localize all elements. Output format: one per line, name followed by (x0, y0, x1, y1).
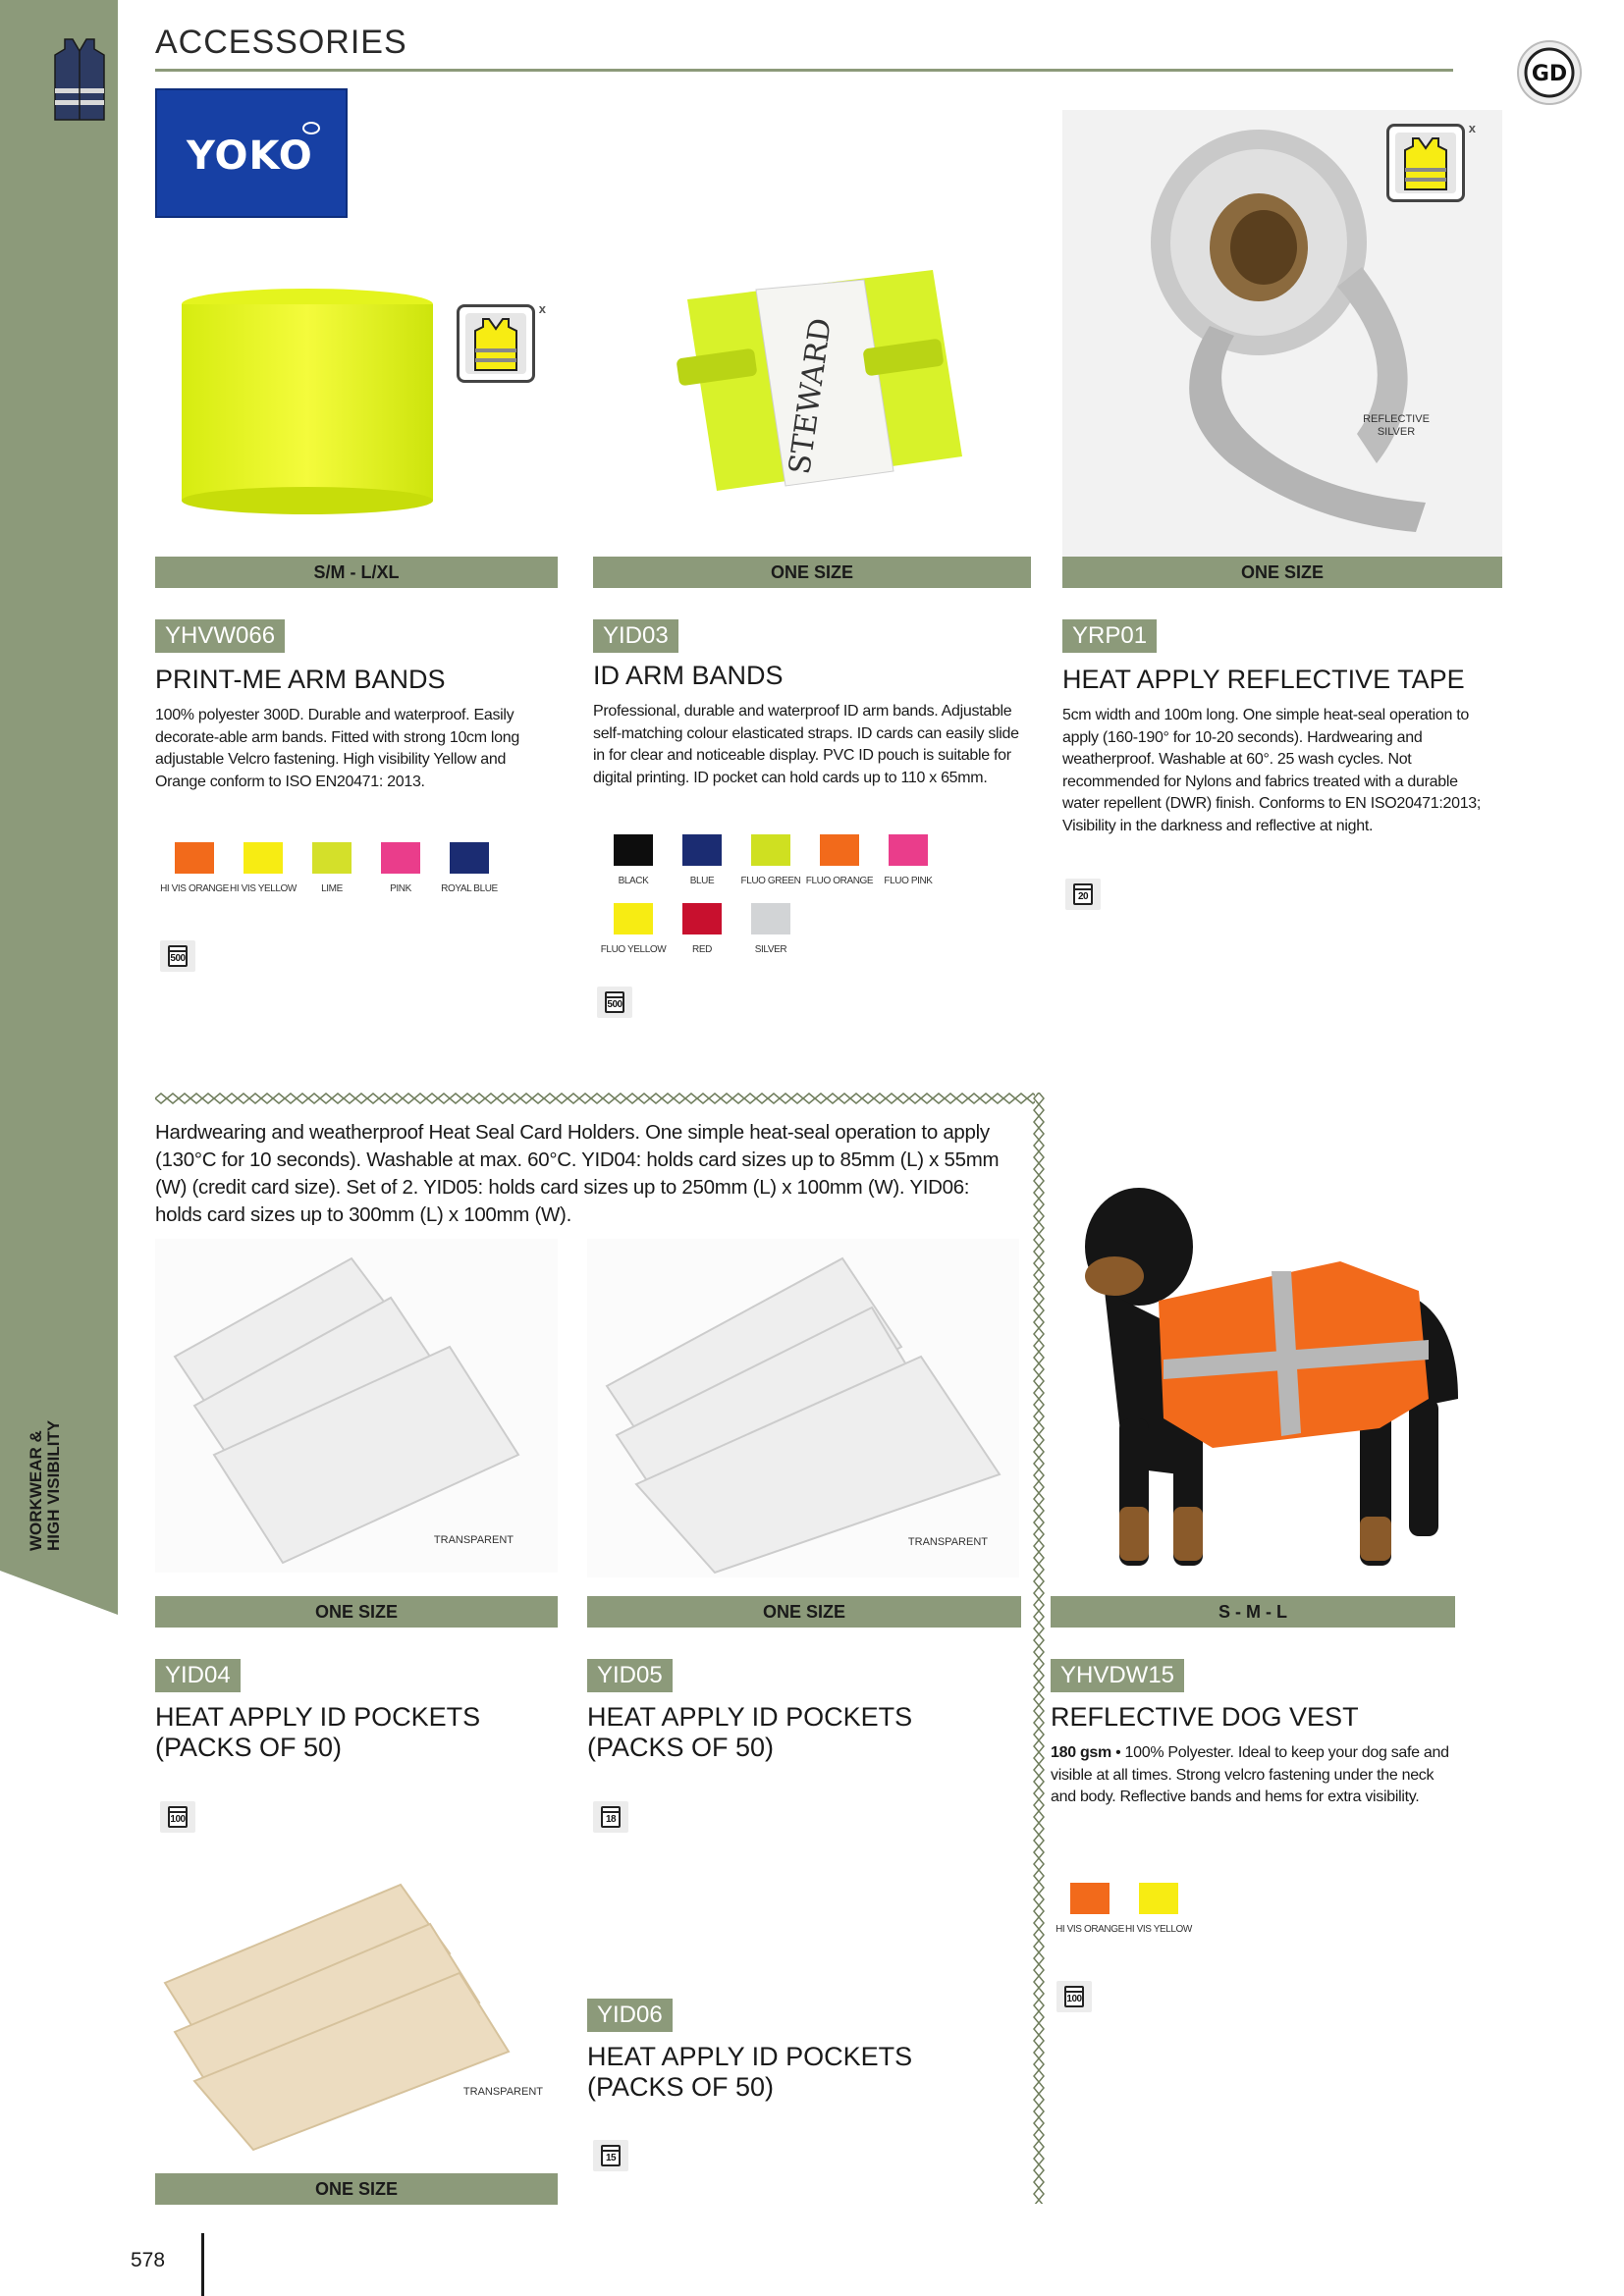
size-bar: ONE SIZE (593, 557, 1031, 588)
product-code: YHVDW15 (1051, 1659, 1184, 1692)
product-name (155, 1702, 480, 1763)
product-name (587, 1702, 912, 1763)
product-code: YID04 (155, 1659, 241, 1692)
size-bar: S - M - L (1051, 1596, 1455, 1628)
sidebar-band (0, 0, 118, 1615)
color-swatch: HI VIS YELLOW (229, 842, 298, 895)
product-description: 5cm width and 100m long. One simple heat-seal operation to apply (160-190° for 10-20 seconds). Hardwearing and weatherproof. Washable at 60°. 25 wash cycles. Not recommended for Nylons and fabrics treated with a durable water repellent (DWR) finish. Conforms to EN ISO20471:2013; Visibility in the darkness and reflective at night. (1062, 707, 1482, 834)
size-bar: ONE SIZE (155, 2173, 558, 2205)
title-rule (155, 69, 1453, 72)
yoko-logo-text: YOKO (187, 133, 313, 179)
color-swatch: SILVER (736, 903, 805, 956)
hi-vis-standard-icon: x (457, 304, 535, 383)
pack-quantity-icon: 100 (160, 1801, 195, 1833)
id-pocket-image (155, 1865, 558, 2160)
color-swatch: FLUO PINK (874, 834, 943, 887)
tape-note-line1: REFLECTIVE (1363, 413, 1430, 425)
vest-icon (51, 37, 108, 122)
id-pocket-image (155, 1239, 558, 1573)
pack-quantity-icon: 15 (593, 2140, 628, 2171)
color-swatch: ROYAL BLUE (435, 842, 504, 895)
product-code: YID05 (587, 1659, 673, 1692)
pack-quantity-icon: 500 (160, 940, 195, 972)
product-name: HEAT APPLY REFLECTIVE TAPE (1062, 665, 1465, 694)
color-swatch: BLUE (668, 834, 736, 887)
product-description: 100% polyester 300D. Durable and waterproof. Easily decorate-able arm bands. Fitted with strong 10cm long adjustable Velcro fastening. High visibility Yellow and Orange conform to ISO EN20471: 2013. (155, 707, 519, 790)
section-divider-vertical (1033, 1093, 1045, 2204)
tape-note-line2: SILVER (1377, 426, 1416, 438)
product-name (587, 2042, 912, 2103)
product-name-line2: (PACKS OF 50) (155, 1733, 343, 1762)
product-name-line2: (PACKS OF 50) (587, 2072, 775, 2102)
product-code: YHVW066 (155, 619, 285, 653)
product-weight: 180 gsm (1051, 1744, 1111, 1761)
steward-card-text: STEWARD (783, 315, 839, 477)
pack-quantity-icon: 20 (1065, 879, 1101, 910)
product-description-text: • 100% Polyester. Ideal to keep your dog safe and visible at all times. Strong velcro fastening under the neck and body. Reflective bands and hems for extra visibility. (1051, 1744, 1449, 1805)
pocket-image-note: TRANSPARENT (907, 1536, 988, 1548)
product-name-line1: HEAT APPLY ID POCKETS (155, 1702, 481, 1732)
color-swatch: HI VIS YELLOW (1124, 1883, 1193, 1936)
id-pocket-image (587, 1239, 1019, 1577)
product-name-line2: (PACKS OF 50) (587, 1733, 775, 1762)
id-arm-band-image (648, 260, 972, 501)
side-label-line1: WORKWEAR & (27, 1430, 45, 1551)
product-code: YID03 (593, 619, 678, 653)
size-bar: S/M - L/XL (155, 557, 558, 588)
color-swatch: PINK (366, 842, 435, 895)
size-bar: ONE SIZE (155, 1596, 558, 1628)
yoko-brand-logo (155, 88, 348, 218)
color-swatch: BLACK (599, 834, 668, 887)
pocket-image-note: TRANSPARENT (433, 1534, 514, 1546)
page-title: ACCESSORIES (155, 24, 407, 61)
pack-quantity-icon: 500 (597, 987, 632, 1018)
side-label-line2: HIGH VISIBILITY (44, 1419, 63, 1551)
size-bar: ONE SIZE (1062, 557, 1502, 588)
product-code: YRP01 (1062, 619, 1157, 653)
pockets-intro-text: Hardwearing and weatherproof Heat Seal Card Holders. One simple heat-seal operation to apply (130°C for 10 seconds). Washable at max. 60°C. YID04: holds card sizes up to 85mm (L) x 55mm (W) (credit card size). Set of 2. YID05: holds card sizes up to 250mm (L) x 100mm (W). YID06: holds card sizes up to 300mm (L) x 100mm (W). (155, 1121, 1000, 1226)
product-name: REFLECTIVE DOG VEST (1051, 1702, 1359, 1732)
arm-band-image (172, 285, 457, 515)
pocket-image-note: TRANSPARENT (462, 2086, 543, 2098)
color-swatch: RED (668, 903, 736, 956)
size-bar: ONE SIZE (587, 1596, 1021, 1628)
product-code: YID06 (587, 1999, 673, 2032)
product-name-line1: HEAT APPLY ID POCKETS (587, 1702, 913, 1732)
product-name-line1: HEAT APPLY ID POCKETS (587, 2042, 913, 2071)
pack-quantity-icon: 100 (1056, 1981, 1092, 2012)
color-swatch: HI VIS ORANGE (160, 842, 229, 895)
color-swatch: HI VIS ORANGE (1056, 1883, 1124, 1936)
hi-vis-standard-icon: x (1386, 124, 1465, 202)
color-swatch: LIME (298, 842, 366, 895)
corner-logo-text: GD (1531, 62, 1568, 86)
color-swatch: FLUO GREEN (736, 834, 805, 887)
color-swatch: FLUO YELLOW (599, 903, 668, 956)
brand-corner-logo (1516, 39, 1583, 106)
color-swatch: FLUO ORANGE (805, 834, 874, 887)
page-number: 578 (131, 2249, 166, 2271)
product-name: PRINT-ME ARM BANDS (155, 665, 446, 694)
yoko-logo-mark (302, 122, 320, 134)
pack-quantity-icon: 18 (593, 1801, 628, 1833)
product-description: Professional, durable and waterproof ID arm bands. Adjustable self-matching colour elasticated straps. ID cards can easily slide in for clear and noticeable display. PVC ID pouch is suitable for digital printing. ID pocket can hold cards up to 110 x 65mm. (593, 703, 1019, 786)
product-description (1051, 1742, 1453, 1809)
side-section-label (27, 1420, 63, 1551)
section-divider-horizontal (155, 1093, 1035, 1104)
product-name: ID ARM BANDS (593, 661, 784, 690)
dog-vest-image (1065, 1173, 1468, 1575)
page-number-rule (201, 2233, 204, 2296)
